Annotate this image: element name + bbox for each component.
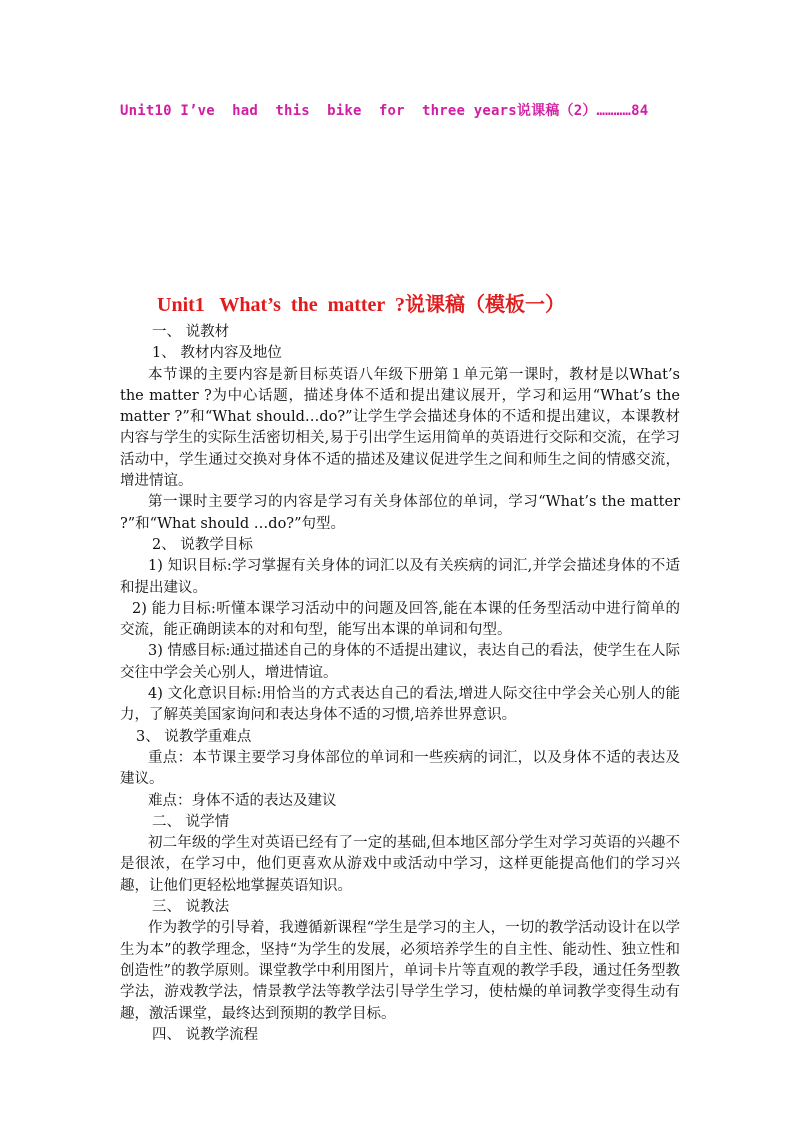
document-title: Unit1 What’s the matter ?说课稿（模板一） <box>157 294 565 316</box>
paragraph: 初二年级的学生对英语已经有了一定的基础,但本地区部分学生对学习英语的兴趣不是很浓，在学习中，他们更喜欢从游戏中或活动中学习，这样更能提高他们的学习兴趣，让他们更轻松地掌握英语知识。 <box>120 835 680 894</box>
subsection-heading: 2、 说教学目标 <box>152 536 253 553</box>
paragraph: 第一课时主要学习的内容是学习有关身体部位的单词，学习“What’s the matter ?”和“What should …do?”句型。 <box>120 494 680 532</box>
paragraph: 重点：本节课主要学习身体部位的单词和一些疾病的词汇，以及身体不适的表达及建议。 <box>120 749 680 788</box>
section-heading: 二、 说学情 <box>152 813 230 830</box>
section-heading: 一、 说教材 <box>152 324 230 340</box>
list-item: 4) 文化意识目标:用恰当的方式表达自己的看法,增进人际交往中学会关心别人的能力，了解英美国家询问和表达身体不适的习惯,培养世界意识。 <box>120 686 680 724</box>
paragraph: 本节课的主要内容是新目标英语八年级下册第１单元第一课时，教材是以What’s the matter ?为中心话题，描述身体不适和提出建议展开，学习和运用“What’s the matter ?”和“What should…do?”让学生学会描述身体的不适和提出建议，本课教材内容与学生的实际生活密切相关,易于引出学生运用简单的英语进行交际和交流，在学习活动中，学生通过交换对身体不适的描述及建议促进学生之间和师生之间的情感交流，增进情谊。 <box>120 366 680 490</box>
subsection-heading: 3、 说教学重难点 <box>136 728 252 745</box>
subsection-heading: 1、 教材内容及地位 <box>152 345 282 362</box>
section-heading: 三、 说教法 <box>152 899 230 916</box>
paragraph: 难点：身体不适的表达及建议 <box>148 792 337 809</box>
list-item: 3) 情感目标:通过描述自己的身体的不适提出建议，表达自己的看法，使学生在人际交往中学会关心别人，增进情谊。 <box>120 643 680 681</box>
toc-entry[interactable]: Unit10 I’ve had this bike for three years说课稿（2）…………84 <box>120 103 649 119</box>
list-item: 2) 能力目标:听懂本课学习活动中的问题及回答,能在本课的任务型活动中进行简单的交流，能正确朗读本的对和句型，能写出本课的单词和句型。 <box>120 600 680 639</box>
section-heading: 四、 说教学流程 <box>152 1026 259 1043</box>
paragraph: 作为教学的引导着，我遵循新课程“学生是学习的主人，一切的教学活动设计在以学生为本”的教学理念，坚持“为学生的发展，必须培养学生的自主性、能动性、独立性和创造性”的教学原则。课堂教学中利用图片，单词卡片等直观的教学手段，通过任务型教学法，游戏教学法，情景教学法等教学法引导学生学习，使枯燥的单词教学变得生动有趣，激活课堂，最终达到预期的教学目标。 <box>120 920 680 1022</box>
list-item: 1) 知识目标:学习掌握有关身体的词汇以及有关疾病的词汇,并学会描述身体的不适和提出建议。 <box>120 558 680 596</box>
document-body <box>120 322 680 1046</box>
